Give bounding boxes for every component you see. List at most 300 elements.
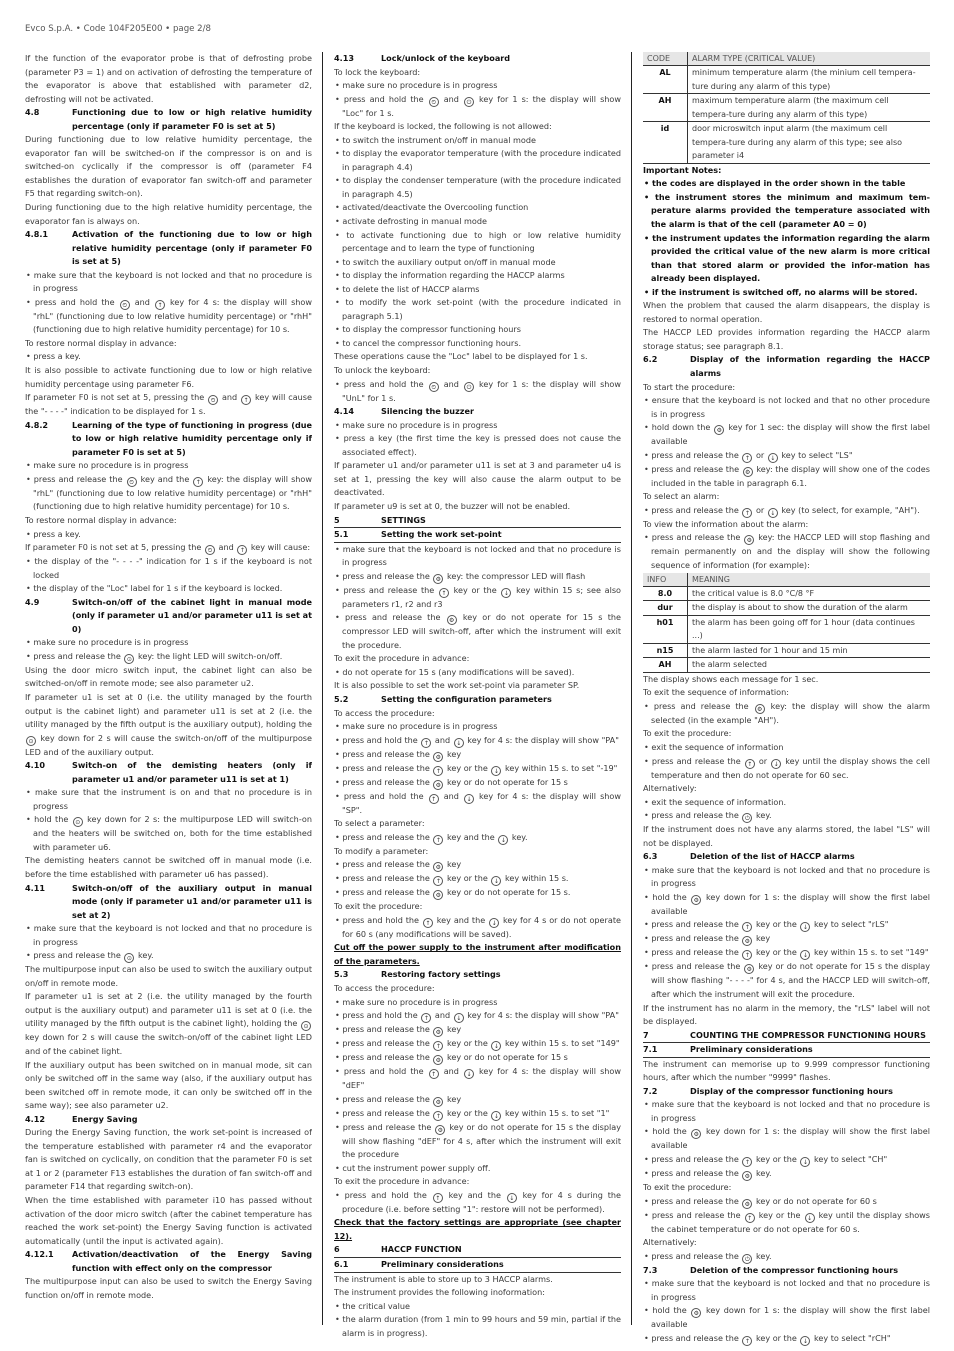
paragraph: Alternatively: (643, 783, 697, 794)
section-heading (643, 850, 930, 864)
paragraph: To exit the sequence of information: (643, 687, 789, 698)
set-key-icon: ⚙ (433, 862, 443, 872)
paragraph: If parameter u1 and/or parameter u11 is set at 3 and parameter u4 is set at 1, pressing the key will also cause the alarm output to be deactivated. (334, 460, 621, 498)
alarm-code: AL (643, 66, 688, 94)
table-header-cell: CODE (643, 52, 688, 66)
section-title: Display of the information regarding the HACCP alarms (690, 354, 930, 379)
power-key-icon: ⏻ (464, 97, 474, 107)
notes-heading: Important Notes: (643, 164, 722, 175)
paragraph: To select a parameter: (334, 818, 425, 829)
set-key-icon: ⚙ (742, 936, 752, 946)
paragraph: The multipurpose input can also be used to switch the Energy Saving function on/off in remote mode. (25, 1276, 312, 1300)
paragraph: During functioning due to the high relative humidity percentage, the evaporator fan is always on. (25, 202, 312, 226)
paragraph: If the instrument has no alarm in the memory, the "rLS" label will not be displayed. (643, 1002, 930, 1027)
bullet-item: • exit the sequence of information (643, 741, 930, 755)
paragraph: The instrument provides the following inoformation: (334, 1287, 545, 1298)
bullet-item: • make sure no procedure is in progress (334, 419, 621, 433)
section-title: Preliminary considerations (690, 1044, 813, 1055)
bullet-item: • to display the condenser temperature (with the procedure indicated in paragraph 4.5) (334, 174, 621, 201)
set-key-icon: ⚙ (755, 704, 765, 714)
up-key-icon: ↑ (742, 508, 752, 518)
section-heading (643, 353, 930, 380)
info-code: dur (643, 601, 688, 616)
bold-bullet-item: • the codes are displayed in the order shown in the table (643, 177, 930, 191)
timer-key-icon: ⏲ (127, 477, 137, 487)
bullet-item: • make sure no procedure is in progress (334, 720, 621, 734)
bullet-item: • press and release the ↑ key or the ↓ key within 15 s. to set "-19" (334, 762, 621, 776)
bullet-item: • press and hold the ↑ and ↓ key for 4 s: the display will show "SP". (334, 790, 621, 818)
bullet-item: • the alarm duration (from 1 min to 99 hours and 59 min, partial if the alarm is in progress). (334, 1313, 621, 1340)
section-heading (25, 106, 312, 133)
paragraph: The instrument can memorise up to 9.999 compressor functioning hours, after which the number "9999" flashes. (643, 1058, 930, 1083)
column-divider (631, 52, 632, 1325)
section-title: Learning of the type of functioning in progress (due to low or high relative humidity percentage only if parameter F0 is set at 5) (72, 419, 312, 457)
bullet-item: • press and hold the ⏲ and ↑ key for 4 s: the display will show "rhL" (functioning due to low relative humidity percentage) or "rhH" (functioning due to high relative humidity percentage) for 10 s. (25, 296, 312, 337)
section-number: 4.9 (25, 596, 40, 607)
up-key-icon: ↑ (742, 1157, 752, 1167)
section-number: 4.8 (25, 107, 40, 118)
bullet-item: • press and hold the ↑ and ↓ key for 4 s: the display will show "PA" (334, 734, 621, 748)
bullet-item: • press and release the ⏻ key. (643, 809, 930, 823)
section-number: 5.3 (334, 969, 349, 980)
set-key-icon: ⚙ (743, 467, 753, 477)
timer-key-icon: ⏲ (205, 545, 215, 555)
set-key-icon: ⚙ (433, 780, 443, 790)
down-key-icon: ↓ (771, 759, 781, 769)
paragraph: To view the information about the alarm: (643, 518, 809, 529)
paragraph: If parameter u1 is set at 0 (i.e. the utility managed by the fourth output is the cabinet light) and parameter u11 is set at 2 (i.e. the utility managed by the fifth output is the auxiliary output), holding the ⊙ key down for 2 s will cause the switch-on/off of the multipurpose LED and of the auxiliary output. (25, 691, 312, 757)
bullet-item: • hold down the ⚙ key for 1 sec: the display will show the first label available (643, 421, 930, 449)
bullet-item: • press and release the ⚙ key or do not operate for 60 s (643, 1195, 930, 1209)
info-code: 8.0 (643, 586, 688, 601)
section-title: HACCP FUNCTION (381, 1244, 462, 1255)
bullet-item: • press and release the ⚙ key: the HACCP LED will stop flashing and remain permanently on and the display will show the following sequence of information (for example): (643, 531, 930, 572)
bullet-item: • press and release the ⚙ key (334, 748, 621, 762)
section-title: Deletion of the compressor functioning hours (690, 1264, 899, 1275)
up-key-icon: ↑ (433, 766, 443, 776)
bullet-item: • press and release the ⚙ key or do not operate for 15 s (334, 1051, 621, 1065)
bold-bullet-item: • if the instrument is switched off, no alarms will be stored. (643, 286, 930, 300)
info-meaning: the display is about to show the duration of the alarm (688, 601, 931, 616)
section-number: 4.8.2 (25, 419, 49, 430)
bullet-item: • press and release the ⚙ key (334, 1093, 621, 1107)
section-heading (334, 968, 621, 982)
up-key-icon: ↑ (742, 950, 752, 960)
paragraph: To access the procedure: (334, 982, 435, 993)
bold-bullet-item: • the instrument updates the information regarding the alarm provided the critical value of the new alarm is more critical than that stored alarm or provided the infor-mation has already been displayed. (643, 232, 930, 286)
alarm-description: door microswitch input alarm (the maximum cell tempera-ture during any alarm of this type; see also parameter i4 (688, 122, 931, 164)
bullet-item: • press and release the ⊙ key. (25, 949, 312, 963)
set-key-icon: ⚙ (435, 1125, 445, 1135)
up-key-icon: ↑ (237, 545, 247, 555)
paragraph: To start the procedure: (643, 381, 736, 392)
bullet-item: • make sure that the instrument is on and that no procedure is in progress (25, 786, 312, 813)
section-title: Lock/unlock of the keyboard (381, 53, 511, 63)
paragraph: To select an alarm: (643, 491, 720, 502)
table-row (643, 615, 930, 643)
bullet-item: • press and release the ↑ key or the ↓ key within 15 s. to set "149" (334, 1037, 621, 1051)
section-number: 5.2 (334, 693, 349, 704)
paragraph: To exit the procedure: (334, 901, 423, 912)
bullet-item: • press and release the ↑ key or the ↓ key within 15 s. (334, 872, 621, 886)
paragraph: To exit the procedure in advance: (334, 1176, 470, 1187)
section-number: 4.12 (25, 1113, 45, 1124)
up-key-icon: ↑ (433, 1111, 443, 1121)
section-title: Preliminary considerations (381, 1259, 504, 1269)
section-heading (25, 759, 312, 786)
timer-key-icon: ⏲ (429, 382, 439, 392)
paragraph: When the problem that caused the alarm disappears, the display is restored to normal operation. (643, 300, 930, 324)
up-key-icon: ↑ (742, 1336, 752, 1346)
section-heading (643, 1029, 930, 1044)
section-number: 7.1 (643, 1044, 658, 1055)
down-key-icon: ↓ (768, 508, 778, 518)
table-row (643, 122, 930, 164)
table-row (643, 658, 930, 673)
paragraph: Using the door micro switch input, the cabinet light can also be switched-on/off in remote mode; see also parameter u2. (25, 664, 312, 689)
bullet-item: • do not operate for 15 s (any modifications will be saved). (334, 666, 621, 680)
bullet-item: • ensure that the keyboard is not locked and that no other procedure is in progress (643, 394, 930, 421)
column-2 (334, 52, 621, 1340)
paragraph: The display shows each message for 1 sec. (643, 673, 819, 684)
bullet-item: • make sure no procedure is in progress (334, 996, 621, 1010)
bullet-item: • press and release the ⚙ key or do not operate for 15 s the display will show flashing "- - - -" for 4 s, and the HACCP LED will switch-off, after which the instrument will exit the procedure. (643, 960, 930, 1001)
section-number: 7.3 (643, 1264, 658, 1275)
bullet-item: • make sure no procedure is in progress (25, 459, 312, 473)
bullet-item: • press a key (the first time the key is pressed does not cause the associated effect). (334, 432, 621, 459)
paragraph: To lock the keyboard: (334, 66, 421, 77)
up-key-icon: ↑ (433, 835, 443, 845)
power-key-icon: ⏻ (742, 813, 752, 823)
paragraph: These operations cause the "Loc" label to be displayed for 1 s. (334, 351, 588, 362)
alarm-type-table (643, 52, 930, 164)
table-row (643, 94, 930, 122)
bullet-item: • press and release the ↑ key and the ↓ key. (334, 831, 621, 845)
bullet-item: • press and release the ⏻ key. (643, 1250, 930, 1264)
bullet-item: • to activate functioning due to high or low relative humidity percentage and to learn the type of functioning (334, 229, 621, 256)
section-title: Energy Saving (72, 1113, 138, 1124)
bullet-item: • press and release the ⏲ key and the ↑ key: the display will show "rhL" (functioning due to low relative humidity percentage) or "rhH" (functioning due to high relative humidity percentage) for 10 s. (25, 473, 312, 514)
column-3-section-a (643, 164, 930, 573)
section-heading (334, 405, 621, 419)
down-key-icon: ↓ (464, 794, 474, 804)
light-key-icon: ⊙ (124, 654, 134, 664)
alarm-description: maximum temperature alarm (the maximum cell tempera-ture during any alarm of this type) (688, 94, 931, 122)
section-heading (25, 882, 312, 923)
set-key-icon: ⚙ (433, 752, 443, 762)
down-key-icon: ↓ (489, 918, 499, 928)
set-key-icon: ⚙ (433, 890, 443, 900)
bullet-item: • press and hold the ⏲ and ⏻ key for 1 s: the display will show "Loc" for 1 s. (334, 93, 621, 121)
section-heading (643, 1264, 930, 1278)
table-header-cell: INFO (643, 573, 688, 587)
bullet-item: • press and hold the ↑ key and the ↓ key for 4 s during the procedure (i.e. before setting "1": restore will not be performed). (334, 1189, 621, 1217)
set-key-icon: ⚙ (433, 1027, 443, 1037)
bullet-item: • press and release the ⚙ key. (643, 1167, 930, 1181)
timer-key-icon: ⏲ (208, 395, 218, 405)
paragraph: If parameter F0 is not set at 5, pressing the ⏲ and ↑ key will cause the "- - - -" indication to be displayed for 1 s. (25, 392, 312, 417)
paragraph: To restore normal display in advance: (25, 337, 177, 348)
light-key-icon: ⊙ (26, 736, 36, 746)
alarm-code: AH (643, 94, 688, 122)
table-row (643, 601, 930, 616)
info-code: h01 (643, 615, 688, 643)
paragraph: The HACCP LED provides information regarding the HACCP alarm storage status; see paragraph 8.1. (643, 327, 930, 351)
up-key-icon: ↑ (421, 738, 431, 748)
section-heading (334, 514, 621, 529)
paragraph: To access the procedure: (334, 707, 435, 718)
bullet-item: • hold the ⊙ key down for 2 s: the multipurpose LED will switch-on and the heaters will be switched on, both for the time established with parameter u6. (25, 813, 312, 854)
bullet-item: • press and release the ⚙ key (334, 1023, 621, 1037)
bullet-item: • press and release the ⚙ key: the compressor LED will flash (334, 570, 621, 584)
section-number: 5.1 (334, 529, 349, 540)
set-key-icon: ⚙ (742, 1199, 752, 1209)
bullet-item: • press and release the ↑ or ↓ key to select "LS" (643, 449, 930, 463)
info-meaning: the alarm selected (688, 658, 931, 673)
bullet-item: • make sure that the keyboard is not locked and that no procedure is in progress (643, 864, 930, 891)
bullet-item: • make sure no procedure is in progress (334, 79, 621, 93)
column-3 (643, 52, 930, 1346)
bullet-item: • press and hold the ↑ and ↓ key for 4 s: the display will show "PA" (334, 1009, 621, 1023)
section-number: 4.12.1 (25, 1249, 54, 1260)
down-key-icon: ↓ (501, 588, 511, 598)
bullet-item: • press and release the ⚙ key: the display will show the alarm selected (in the example "AH"). (643, 700, 930, 728)
set-key-icon: ⚙ (691, 1129, 701, 1139)
set-key-icon: ⚙ (433, 1055, 443, 1065)
bullet-item: • press and release the ↑ key or the ↓ key within 15 s; see also parameters r1, r2 and r3 (334, 584, 621, 612)
bullet-item: • the critical value (334, 1300, 621, 1314)
power-key-icon: ⏻ (464, 382, 474, 392)
bullet-item: • press and hold the ↑ and ↓ key for 4 s: the display will show "dEF" (334, 1065, 621, 1093)
section-heading (25, 596, 312, 637)
paragraph: The multipurpose input can also be used to switch the auxiliary output on/off in remote mode. (25, 964, 312, 988)
section-title: Functioning due to low or high relative humidity percentage (only if parameter F0 is set at 5) (72, 107, 312, 131)
set-key-icon: ⚙ (447, 615, 457, 625)
set-key-icon: ⚙ (742, 1171, 752, 1181)
section-number: 7.2 (643, 1085, 658, 1096)
info-code: AH (643, 658, 688, 673)
paragraph: During the Energy Saving function, the work set-point is increased of the temperature established with parameter r4 and the evaporator fan is switched on cyclically, on condition that the parameter F0 is set at 1 or 2 (parameter F13 establishes the duration of fan switch-off and parameter F14 that regarding switch-on). (25, 1127, 312, 1192)
bullet-item: • to display the information regarding the HACCP alarms (334, 269, 621, 283)
bullet-item: • make sure that the keyboard is not locked and that no procedure is in progress (25, 922, 312, 949)
bullet-item: • hold the ⚙ key down for 1 s: the display will show the first label available (643, 1304, 930, 1332)
section-heading (334, 1243, 621, 1258)
up-key-icon: ↑ (155, 300, 165, 310)
section-title: Restoring factory settings (381, 969, 501, 980)
timer-key-icon: ⏲ (429, 97, 439, 107)
section-number: 7 (643, 1029, 649, 1040)
bullet-item: • press and release the ↑ key or the ↓ key within 15 s. to set "1" (334, 1107, 621, 1121)
paragraph: If parameter u9 is set at 0, the buzzer will not be enabled. (334, 500, 571, 511)
section-title: Display of the compressor functioning hours (690, 1085, 893, 1096)
paragraph: To exit the procedure: (643, 728, 732, 739)
section-heading (25, 228, 312, 269)
set-key-icon: ⚙ (744, 535, 754, 545)
down-key-icon: ↓ (507, 1193, 517, 1203)
up-key-icon: ↑ (241, 395, 251, 405)
set-key-icon: ⚙ (744, 964, 754, 974)
column-1 (25, 52, 312, 1302)
light-key-icon: ⊙ (73, 817, 83, 827)
section-title: Setting the configuration parameters (381, 693, 552, 704)
bullet-item: • press and release the ⚙ key (334, 858, 621, 872)
section-heading (25, 419, 312, 460)
section-heading (25, 1113, 312, 1127)
section-title: Switch-on/off of the cabinet light in manual mode (only if parameter u1 and/or parameter u11 is set at 0) (72, 596, 312, 634)
section-heading (643, 1043, 930, 1058)
underlined-note: Check that the factory settings are appropriate (see chapter 12). (334, 1217, 621, 1241)
bullet-item: • press and release the ↑ key or the ↓ key until the display shows the cabinet temperature or do not operate for 60 s. (643, 1209, 930, 1237)
bullet-item: • to modify the work set-point (with the procedure indicated in paragraph 5.1) (334, 296, 621, 323)
up-key-icon: ↑ (742, 453, 752, 463)
bold-bullet-item: • the instrument stores the minimum and maximum tem-perature alarms provided the temperature associated with the alarm is that of the cell (parameter A0 = 0) (643, 191, 930, 232)
bullet-item: • the display of the "Loc" label for 1 s if the keyboard is locked. (25, 582, 312, 596)
section-number: 4.11 (25, 882, 45, 893)
bullet-item: • press and release the ⚙ key or do not operate for 15 s the compressor LED will switch-off, after which the instrument will exit the procedure. (334, 611, 621, 652)
down-key-icon: ↓ (805, 1213, 815, 1223)
up-key-icon: ↑ (745, 1213, 755, 1223)
bullet-item: • to switch the auxiliary output on/off in manual mode (334, 256, 621, 270)
section-title: Switch-on of the demisting heaters (only if parameter u1 and/or parameter u11 is set at 1) (72, 760, 312, 784)
section-title: Setting the work set-point (381, 529, 502, 540)
bullet-item: • press and release the ⚙ key or do not operate for 15 s. (334, 886, 621, 900)
set-key-icon: ⚙ (433, 574, 443, 584)
paragraph: If the keyboard is locked, the following is not allowed: (334, 121, 552, 132)
light-key-icon: ⊙ (124, 953, 134, 963)
down-key-icon: ↓ (464, 1069, 474, 1079)
table-row (643, 586, 930, 601)
section-number: 4.13 (334, 53, 354, 63)
section-heading (334, 528, 621, 543)
down-key-icon: ↓ (800, 1157, 810, 1167)
bullet-item: • press and release the ↑ key or the ↓ key to select "CH" (643, 1153, 930, 1167)
bullet-item: • press and hold the ⏲ and ⏻ key for 1 s: the display will show "UnL" for 1 s. (334, 378, 621, 406)
down-key-icon: ↓ (454, 1013, 464, 1023)
bullet-item: • activated/deactivate the Overcooling function (334, 201, 621, 215)
timer-key-icon: ⏲ (120, 300, 130, 310)
underlined-note: Cut off the power supply to the instrument after modification of the parameters. (334, 942, 621, 966)
light-key-icon: ⊙ (301, 1021, 311, 1031)
bullet-item: • to display the evaporator temperature (with the procedure indicated in paragraph 4.4) (334, 147, 621, 174)
paragraph: It is also possible to activate functioning due to low or high relative humidity percentage using parameter F6. (25, 365, 312, 389)
section-title: Deletion of the list of HACCP alarms (690, 851, 855, 862)
down-key-icon: ↓ (800, 1336, 810, 1346)
paragraph: The demisting heaters cannot be switched off in manual mode (i.e. before the time established with parameter u6 has passed). (25, 855, 312, 879)
bullet-item: • press and hold the ↑ key and the ↓ key for 4 s or do not operate for 60 s (any modifications will be saved). (334, 914, 621, 942)
paragraph: The instrument is able to store up to 3 HACCP alarms. (334, 1273, 553, 1284)
bullet-item: • press and release the ↑ or ↓ key (to select, for example, "AH"). (643, 504, 930, 518)
table-row (643, 643, 930, 658)
up-key-icon: ↑ (742, 922, 752, 932)
section-heading (334, 52, 621, 66)
set-key-icon: ⚙ (714, 425, 724, 435)
bullet-item: • make sure that the keyboard is not locked and that no procedure is in progress (643, 1098, 930, 1125)
info-meaning: the alarm has been going off for 1 hour (data continues ...) (688, 615, 931, 643)
paragraph: If the instrument does not have any alarms stored, the label "LS" will not be displayed. (643, 824, 930, 848)
section-number: 4.8.1 (25, 229, 49, 240)
page-header: Evco S.p.A. • Code 104F205E00 • page 2/8 (25, 24, 211, 34)
bullet-item: • press and release the ↑ key or the ↓ key within 15 s. to set "149" (643, 946, 930, 960)
section-number: 6.1 (334, 1259, 349, 1269)
bullet-item: • press a key. (25, 528, 312, 542)
down-key-icon: ↓ (800, 950, 810, 960)
up-key-icon: ↑ (439, 588, 449, 598)
paragraph: If the function of the evaporator probe is that of defrosting probe (parameter P3 = 1) and on activation of defrosting the temperature of the evaporator is above that established with parameter d2, defrosting will not be activated. (25, 53, 312, 104)
bullet-item: • make sure no procedure is in progress (25, 636, 312, 650)
section-title: Switch-on/off of the auxiliary output in manual mode (only if parameter u1 and/or parameter u11 is set at 2) (72, 882, 312, 920)
section-title: Activation/deactivation of the Energy Saving function with effect only on the compressor (72, 1249, 312, 1273)
bullet-item: • to switch the instrument on/off in manual mode (334, 134, 621, 148)
down-key-icon: ↓ (800, 922, 810, 932)
alarm-code: id (643, 122, 688, 164)
up-key-icon: ↑ (429, 1069, 439, 1079)
paragraph: If parameter F0 is not set at 5, pressing the ⏲ and ↑ key will cause: (25, 542, 311, 555)
up-key-icon: ↑ (193, 477, 203, 487)
up-key-icon: ↑ (433, 1041, 443, 1051)
up-key-icon: ↑ (429, 794, 439, 804)
bullet-item: • to delete the list of HACCP alarms (334, 283, 621, 297)
bullet-item: • exit the sequence of information. (643, 796, 930, 810)
section-title: SETTINGS (381, 514, 426, 525)
bullet-item: • make sure that the keyboard is not locked and that no procedure is in progress (643, 1277, 930, 1304)
bullet-item: • cut the instrument power supply off. (334, 1162, 621, 1176)
section-number: 6 (334, 1244, 340, 1255)
bullet-item: • to cancel the compressor functioning hours. (334, 337, 621, 351)
paragraph: To exit the procedure: (643, 1182, 732, 1192)
paragraph: If the auxiliary output has been switched on in manual mode, sit can only be switched off in the same way (also, if the auxiliary output has been switched off in remote mode, it can only be switched off in the same way); see also parameter u2. (25, 1059, 312, 1111)
table-header-cell: ALARM TYPE (CRITICAL VALUE) (688, 52, 931, 66)
section-title: COUNTING THE COMPRESSOR FUNCTIONING HOURS (690, 1029, 926, 1040)
bullet-item: • make sure that the keyboard is not locked and that no procedure is in progress (334, 543, 621, 570)
bullet-item: • make sure that the keyboard is not locked and that no procedure is in progress (25, 269, 312, 296)
down-key-icon: ↓ (454, 738, 464, 748)
bullet-item: • press and release the ⚙ key or do not operate for 15 s (334, 776, 621, 790)
down-key-icon: ↓ (491, 1041, 501, 1051)
bullet-item: • to display the compressor functioning hours (334, 323, 621, 337)
bullet-item: • press and release the ⚙ key or do not operate for 15 s the display will show flashing "dEF" for 4 s, after which the instrument will exit the procedure (334, 1121, 621, 1162)
section-heading (334, 693, 621, 707)
section-number: 4.14 (334, 406, 354, 417)
info-table (643, 573, 930, 673)
info-meaning: the alarm lasted for 1 hour and 15 min (688, 643, 931, 658)
info-meaning: the critical value is 8.0 °C/8 °F (688, 586, 931, 601)
bullet-item: • press and release the ⚙ key (643, 932, 930, 946)
paragraph: Alternatively: (643, 1237, 697, 1248)
set-key-icon: ⚙ (691, 1308, 701, 1318)
section-number: 6.2 (643, 354, 658, 365)
section-title: Activation of the functioning due to low or high relative humidity percentage (only if parameter F0 is set at 5) (72, 229, 312, 267)
column-divider (322, 52, 323, 1325)
paragraph: During functioning due to low relative humidity percentage, the evaporator fan will be switched-on if the compressor is on and is switched-on cyclically if the compressor is off (parameter F4 establishes the duration of evaporator fan switch-off and parameter F5 that regarding switch-on). (25, 134, 312, 199)
table-row (643, 66, 930, 94)
up-key-icon: ↑ (421, 1013, 431, 1023)
paragraph: To restore normal display in advance: (25, 514, 177, 525)
section-number: 6.3 (643, 851, 658, 862)
paragraph: To exit the procedure in advance: (334, 653, 470, 664)
set-key-icon: ⚙ (691, 895, 701, 905)
set-key-icon: ⚙ (433, 1097, 443, 1107)
down-key-icon: ↓ (491, 876, 501, 886)
up-key-icon: ↑ (433, 1193, 443, 1203)
down-key-icon: ↓ (768, 453, 778, 463)
bullet-item: • hold the ⚙ key down for 1 s: the display will show the first label available (643, 1125, 930, 1153)
bullet-item: • press a key. (25, 350, 312, 364)
bullet-item: • press and release the ↑ or ↓ key until the display shows the cell temperature and then do not operate for 60 sec. (643, 755, 930, 783)
info-code: n15 (643, 643, 688, 658)
down-key-icon: ↓ (498, 835, 508, 845)
paragraph: It is also possible to set the work set-point via parameter SP. (334, 680, 580, 691)
paragraph: To unlock the keyboard: (334, 365, 431, 376)
